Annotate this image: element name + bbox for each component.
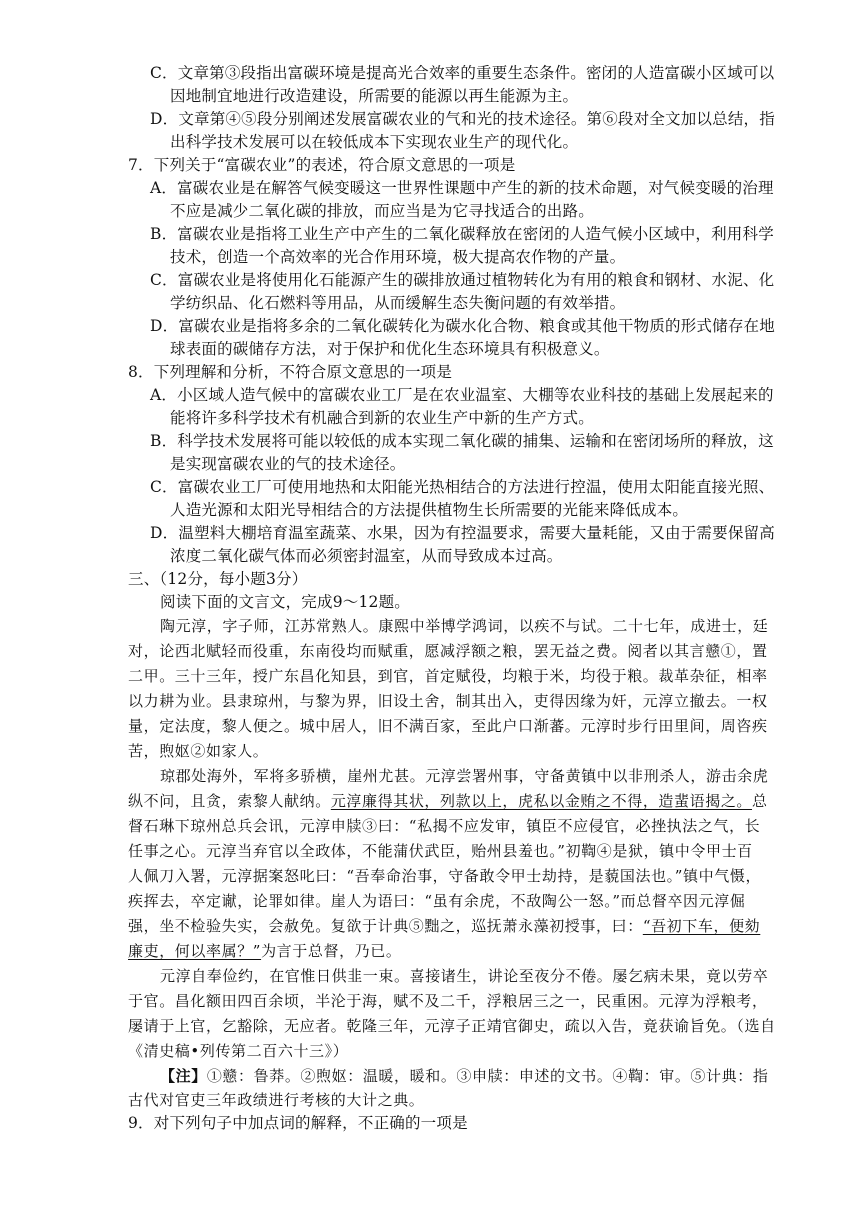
question-8: 8．下列理解和分析，不符合原文意思的一项是 xyxy=(128,363,453,381)
q7-option-a-line1: A．富碳农业是在解答气候变暖这一世界性课题中产生的新的技术命题，对气候变暖的治理 xyxy=(150,179,774,197)
passage-p3-line2: 于官。昌化额田四百余顷，半沦于海，赋不及二千，浮粮居三之一，民重困。元淳为浮粮考， xyxy=(128,992,768,1010)
q7-option-a-line2: 不应是减少二氧化碳的排放，而应当是为它寻找适合的出路。 xyxy=(170,202,594,220)
q6-option-c-line1: C．文章第③段指出富碳环境是提高光合效率的重要生态条件。密闭的人造富碳小区域可以 xyxy=(150,64,775,82)
passage-p3-line3: 屡请于上官，乞豁除，无应者。乾隆三年，元淳子正靖官御史，疏以入告，竟获谕旨免。（选自 xyxy=(128,1017,776,1035)
passage-p1-line2: 对，论西北赋轻而役重，东南役均而赋重，愿减浮额之粮，罢无益之费。阅者以其言戆①，置 xyxy=(128,642,768,660)
passage-p1-line1: 陶元淳，字子师，江苏常熟人。康熙中举博学鸿词，以疾不与试。二十七年，成进士，廷 xyxy=(160,617,769,635)
q8-option-b-line1: B．科学技术发展将可能以较低的成本实现二氧化碳的捕集、运输和在密闭场所的释放，这 xyxy=(150,432,774,450)
passage-p2-line6: 疾挥去，卒定谳，论罪如律。崖人为语曰：“虽有余虎，不敌陶公一怒。”而总督卒因元淳倔 xyxy=(128,892,746,910)
underlined-sentence-1: 元淳廉得其状，列款以上，虎私以金贿之不得，造蜚语揭之。 xyxy=(330,792,753,810)
q6-option-c-line2: 因地制宜地进行改造建设，所需要的能源以再生能源为主。 xyxy=(170,87,579,105)
footnote-line2: 古代对官吏三年政绩进行考核的大计之典。 xyxy=(128,1091,425,1109)
q8-option-d-line1: D．温塑料大棚培育温室蔬菜、水果，因为有控温要求，需要大量耗能，又由于需要保留高 xyxy=(150,524,775,542)
passage-p2-line2 xyxy=(128,791,768,811)
passage-p1-line3: 二甲。三十三年，授广东昌化知县，到官，首定赋役，均粮于米，均役于粮。裁革杂征，相率 xyxy=(128,667,768,685)
footnote-line1 xyxy=(160,1066,768,1086)
passage-p1-line5: 量，定法度，黎人便之。城中居人，旧不满百家，至此户口渐蕃。元淳时步行田里间，周咨疾 xyxy=(128,717,768,735)
q8-option-a-line1: A．小区域人造气候中的富碳农业工厂是在农业温室、大棚等农业科技的基础上发展起来的 xyxy=(150,386,774,404)
passage-p2-line3: 督石琳下琼州总兵会讯，元淳申牍③曰：“私揭不应发审，镇臣不应侵官，必挫执法之气，长 xyxy=(128,817,761,835)
q7-option-d-line2: 球表面的碳储存方法，对于保护和优化生态环境具有积极意义。 xyxy=(170,340,610,358)
q7-option-b-line2: 技术，创造一个高效率的光合作用环境，极大提高农作物的产量。 xyxy=(170,248,626,266)
passage-p2-line4: 任事之心。元淳当弃官以全政体，不能蒲伏武臣，贻州县羞也。”初鞫④是狱，镇中令甲士百 xyxy=(128,842,753,860)
q6-option-d-line1: D．文章第④⑤段分别阐述发展富碳农业的气和光的技术途径。第⑥段对全文加以总结，指 xyxy=(150,110,775,128)
footnote-text: ①戆：鲁莽。②煦妪：温暖，暖和。③申牍：申述的文书。④鞫：审。⑤计典：指 xyxy=(206,1067,769,1085)
question-9: 9．对下列句子中加点词的解释，不正确的一项是 xyxy=(128,1114,468,1132)
section-3-instructions: 阅读下面的文言文，完成9～12题。 xyxy=(160,593,410,611)
passage-source: 《清史稿•列传第二百六十三》） xyxy=(128,1042,349,1060)
q7-option-c-line1: C．富碳农业是将使用化石能源产生的碳排放通过植物转化为有用的粮食和钢材、水泥、化 xyxy=(150,271,775,289)
passage-text: 总 xyxy=(752,792,768,810)
q8-option-c-line1: C．富碳农业工厂可使用地热和太阳能光热相结合的方法进行控温，使用太阳能直接光照、 xyxy=(150,478,775,496)
passage-p2-line5: 人佩刀入署，元淳据案怒叱曰：“吾奉命治事，守备敢令甲士劫持，是藐国法也。”镇中气慑， xyxy=(128,867,762,885)
q7-option-b-line1: B．富碳农业是指将工业生产中产生的二氧化碳释放在密闭的人造气候小区域中，利用科学 xyxy=(150,225,774,243)
passage-text: 强，坐不检验失实，会赦免。复欲于计典⑤黜之，巡抚萧永藻初授事，曰： xyxy=(128,917,643,935)
question-7: 7．下列关于“富碳农业”的表述，符合原文意思的一项是 xyxy=(128,156,516,174)
q6-option-d-line2: 出科学技术发展可以在较低成本下实现农业生产的现代化。 xyxy=(170,133,579,151)
underlined-sentence-2: “吾初下车，便劾 xyxy=(642,917,761,935)
q8-option-c-line2: 人造光源和太阳光导相结合的方法提供植物生长所需要的光能来降低成本。 xyxy=(170,501,689,519)
passage-p2-line1: 琼郡处海外，军将多骄横，崖州尤甚。元淳尝署州事，守备黄镇中以非刑杀人，游击余虎 xyxy=(160,767,769,785)
section-3-heading: 三、（12分，每小题3分） xyxy=(128,570,308,588)
passage-text: 纵不问，且贪，索黎人献纳。 xyxy=(128,792,331,810)
passage-p2-line7 xyxy=(128,916,760,936)
q8-option-b-line2: 是实现富碳农业的气的技术途径。 xyxy=(170,455,406,473)
passage-p1-line6: 苦，煦妪②如家人。 xyxy=(128,742,269,760)
q8-option-a-line2: 能将许多科学技术有机融合到新的农业生产中新的生产方式。 xyxy=(170,409,594,427)
underlined-sentence-2-cont: 廉吏，何以率属？” xyxy=(128,942,262,960)
passage-p3-line1: 元淳自奉俭约，在官惟日供韭一束。喜接诸生，讲论至夜分不倦。屡乞病未果，竟以劳卒 xyxy=(160,967,769,985)
footnote-label: 【注】 xyxy=(160,1067,207,1085)
q7-option-c-line2: 学纺织品、化石燃料等用品，从而缓解生态失衡问题的有效举措。 xyxy=(170,294,626,312)
passage-p1-line4: 以力耕为业。县隶琼州，与黎为界，旧设土舍，制其出入，吏得因缘为奸，元淳立撤去。一权 xyxy=(128,692,768,710)
passage-text: 为言于总督，乃已。 xyxy=(261,942,402,960)
q8-option-d-line2: 浓度二氧化碳气体而必须密封温室，从而导致成本过高。 xyxy=(170,547,563,565)
q7-option-d-line1: D．富碳农业是指将多余的二氧化碳转化为碳水化合物、粮食或其他干物质的形式储存在地 xyxy=(150,317,775,335)
passage-p2-line8 xyxy=(128,941,401,961)
